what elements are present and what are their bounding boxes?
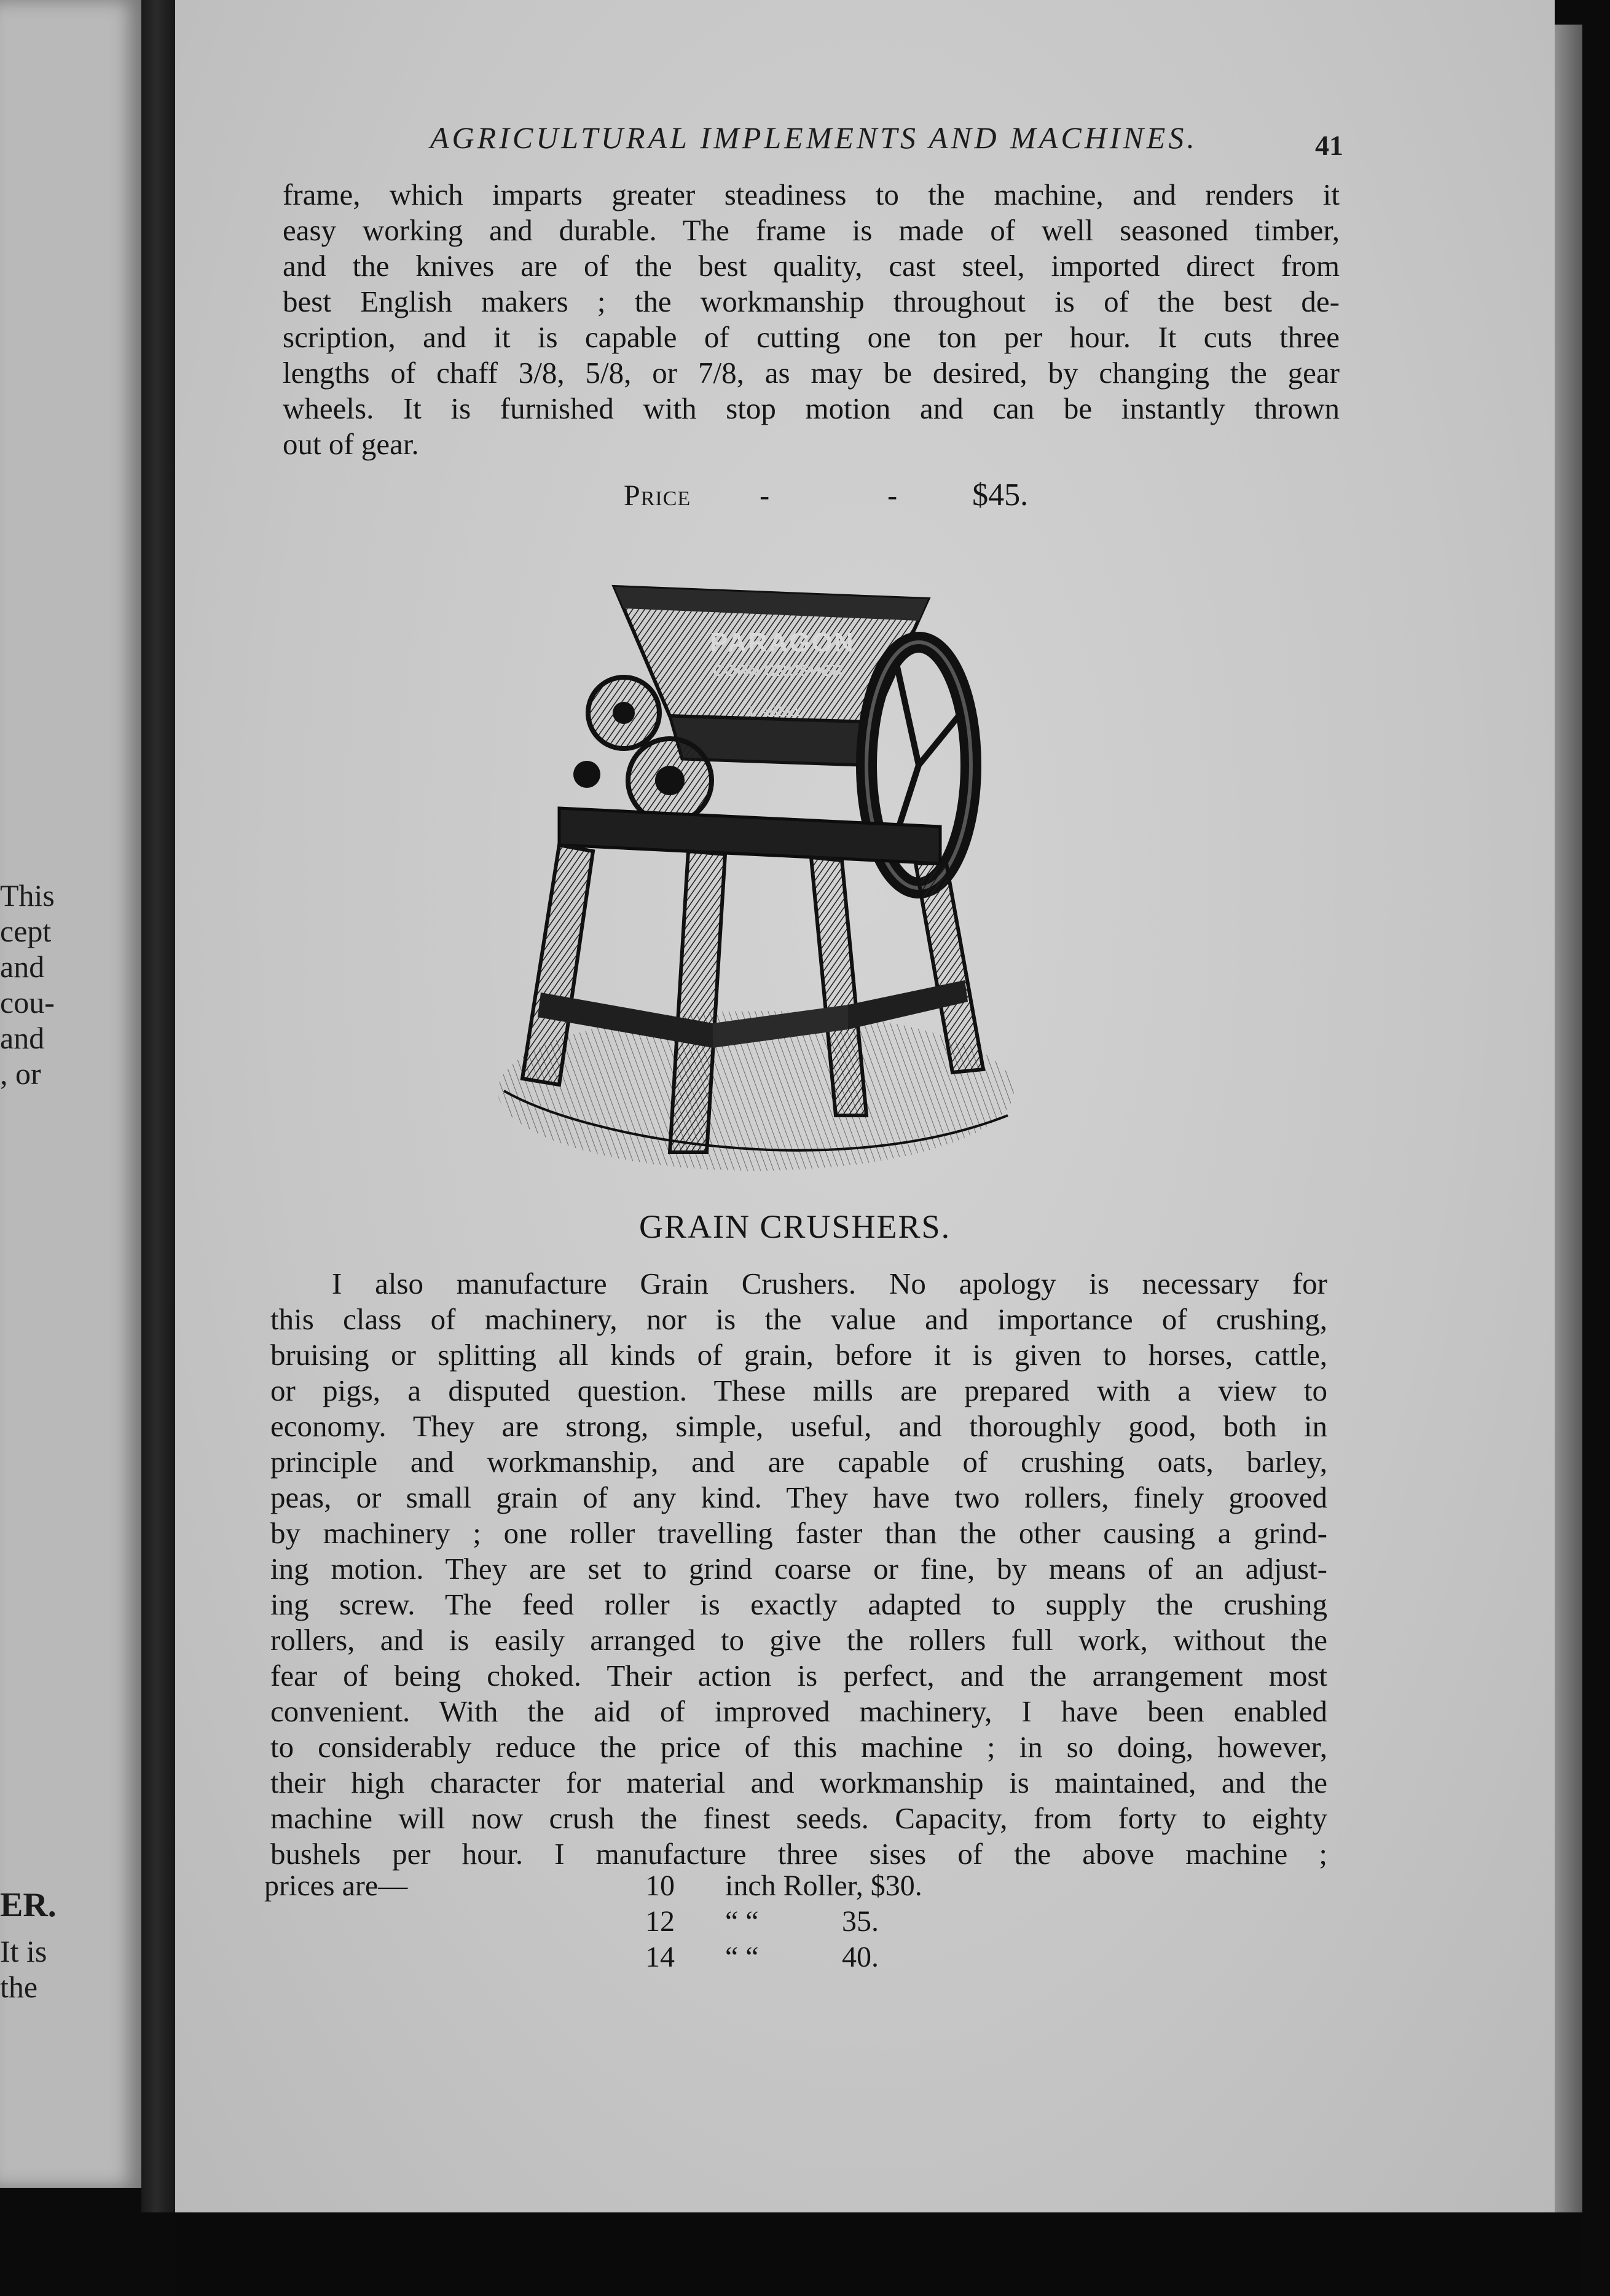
roller-unit: inch Roller,: [725, 1869, 863, 1902]
left-page-text: the: [0, 1970, 38, 2004]
text-line: or pigs, a disputed question. These mills are prepared with a view to: [270, 1374, 1327, 1407]
text-line: frame, which imparts greater steadiness to the machine, and renders it: [283, 178, 1340, 211]
corn-crusher-engraving: [467, 562, 1020, 1214]
text-line: convenient. With the aid of improved machinery, I have been enabled: [270, 1694, 1327, 1728]
text-line: lengths of chaff 3/8, 5/8, or 7/8, as may be desired, by changing the gear: [283, 356, 1340, 390]
roller-price: $30.: [870, 1869, 922, 1902]
left-page-text: ER.: [0, 1886, 57, 1924]
price-row: [264, 1940, 922, 1975]
text-line: this class of machinery, nor is the value and importance of crushing,: [270, 1302, 1327, 1336]
text-line: I also manufacture Grain Crushers. No apology is necessary for: [332, 1267, 1327, 1300]
roller-price: 35.: [842, 1905, 879, 1938]
text-line: and the knives are of the best quality, cast steel, imported direct from: [283, 249, 1340, 283]
left-page-text: and: [0, 949, 45, 984]
left-page-text: , or: [0, 1056, 41, 1091]
roller-size: 14: [645, 1941, 675, 1973]
left-page-text: cou-: [0, 985, 55, 1020]
text-line: bushels per hour. I manufacture three sises of the above machine ;: [270, 1837, 1327, 1871]
roller-size: 12: [645, 1905, 675, 1938]
grain-crushers-paragraph: [270, 1266, 1327, 1872]
text-line: fear of being choked. Their action is perfect, and the arrangement most: [270, 1659, 1327, 1693]
chaff-cutter-price: [624, 477, 1028, 513]
roller-price: 40.: [842, 1941, 879, 1973]
grain-crusher-price-list: [264, 1868, 922, 1975]
left-page-text: It is: [0, 1934, 47, 1968]
price-dashes: - -: [760, 479, 953, 512]
prices-intro: prices are—: [264, 1869, 408, 1902]
text-line: best English makers ; the workmanship throughout is of the best de-: [283, 285, 1340, 318]
price-value: $45.: [972, 478, 1029, 513]
chaff-cutter-paragraph: [283, 177, 1340, 462]
roller-size: 10: [645, 1869, 675, 1902]
text-line: economy. They are strong, simple, useful, and thoroughly good, both in: [270, 1409, 1327, 1443]
left-page-fragment: [0, 0, 141, 2188]
ditto-marks: “ “: [725, 1941, 759, 1973]
engraving-subtitle: CORN CRUSHER: [713, 661, 844, 680]
page-edge: [1555, 25, 1582, 2212]
text-line: machine will now crush the finest seeds. Capacity, from forty to eighty: [270, 1801, 1327, 1835]
text-line: wheels. It is furnished with stop motion and can be instantly thrown: [283, 391, 1340, 425]
page-number: 41: [1315, 130, 1343, 161]
section-title: GRAIN CRUSHERS.: [639, 1208, 951, 1245]
left-page-text: This: [0, 878, 55, 913]
engraving-maker: J. ABELL: [747, 704, 803, 719]
running-head: AGRICULTURAL IMPLEMENTS AND MACHINES.: [430, 120, 1198, 155]
left-page-text: and: [0, 1021, 45, 1055]
text-line: ing motion. They are set to grind coarse or fine, by means of an adjust-: [270, 1552, 1327, 1586]
price-label: Price: [624, 479, 691, 512]
text-line: their high character for material and workmanship is maintained, and the: [270, 1766, 1327, 1799]
text-line: ing screw. The feed roller is exactly adapted to supply the crushing: [270, 1587, 1327, 1621]
text-line: rollers, and is easily arranged to give the rollers full work, without the: [270, 1623, 1327, 1657]
text-line: easy working and durable. The frame is made of well seasoned timber,: [283, 213, 1340, 247]
price-row: [264, 1904, 922, 1940]
book-gutter: [141, 0, 178, 2212]
ditto-marks: “ “: [725, 1905, 759, 1938]
text-line: scription, and it is capable of cutting one ton per hour. It cuts three: [283, 320, 1340, 354]
text-line: to considerably reduce the price of this machine ; in so doing, however,: [270, 1730, 1327, 1764]
text-line: peas, or small grain of any kind. They have two rollers, finely grooved: [270, 1480, 1327, 1514]
text-line: bruising or splitting all kinds of grain, before it is given to horses, cattle,: [270, 1338, 1327, 1372]
text-line: principle and workmanship, and are capable of crushing oats, barley,: [270, 1445, 1327, 1479]
scan-bottom-edge: [175, 2212, 1582, 2296]
engraving-brand: PARAGON: [710, 627, 855, 658]
text-line: by machinery ; one roller travelling faster than the other causing a grind-: [270, 1516, 1327, 1550]
price-row: [264, 1868, 922, 1904]
text-line: out of gear.: [283, 427, 419, 461]
left-page-text: cept: [0, 914, 52, 948]
